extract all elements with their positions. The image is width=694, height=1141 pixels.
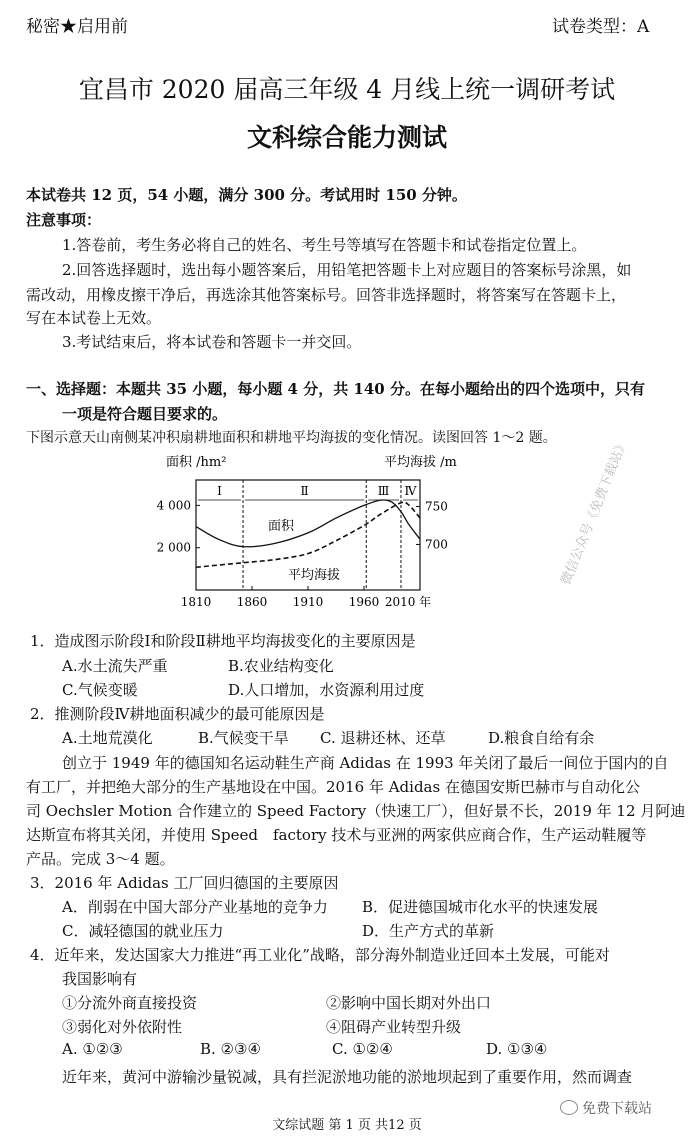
question-2-stem: 2．推测阶段Ⅳ耕地面积减少的最可能原因是 xyxy=(30,705,325,723)
area-series-label: 面积 xyxy=(268,519,295,534)
area-series-line xyxy=(196,500,420,547)
x-tick-label: 1960 xyxy=(348,595,380,609)
exam-subtitle: 文科综合能力测试 xyxy=(246,123,447,152)
note-line: 写在本试卷上无效。 xyxy=(26,309,162,327)
side-watermark: 微信公众号《免费下载站》 xyxy=(558,436,632,588)
section-heading-cont: 一项是符合题目要求的。 xyxy=(62,405,228,423)
question-3-stem: 3．2016 年 Adidas 工厂回归德国的主要原因 xyxy=(30,874,339,892)
passage-line: 有工厂，并把绝大部分的生产基地设在中国。2016 年 Adidas 在德国安斯巴赫市与自动化公 xyxy=(26,778,640,796)
stage-label: Ⅰ xyxy=(217,484,222,498)
q3-option-b[interactable]: B．促进德国城市化水平的快速发展 xyxy=(362,898,599,916)
q4-option-a[interactable]: A. ①②③ xyxy=(62,1040,123,1058)
x-tick-label: 1860 xyxy=(236,595,268,609)
corner-watermark: 免费下载站 xyxy=(560,1098,652,1118)
y-left-label: 面积 /hm² xyxy=(166,455,227,470)
y-left-tick-label: 2 000 xyxy=(156,540,191,555)
altitude-series-line xyxy=(196,502,420,567)
q2-option-b[interactable]: B.气候变干旱 xyxy=(198,729,289,747)
y-right-tick-label: 700 xyxy=(425,537,448,552)
passage-line: 司 Oechsler Motion 合作建立的 Speed Factory（快速工厂），但好景不长，2019 年 12 月阿迪 xyxy=(26,802,686,820)
y-left-tick-label: 4 000 xyxy=(156,498,191,513)
passage-line: 创立于 1949 年的德国知名运动鞋生产商 Adidas 在 1993 年关闭了最后一间位于国内的自 xyxy=(62,754,669,772)
passage-line: 达斯宣布将其关闭，并使用 Speed factory 技术与亚洲的两家供应商合作，生产运动鞋履等 xyxy=(26,826,647,844)
q3-option-c[interactable]: C．减轻德国的就业压力 xyxy=(62,922,224,940)
section-heading: 一、选择题：本题共 35 小题，每小题 4 分，共 140 分。在每小题给出的四个选项中，只有 xyxy=(26,380,645,398)
y-right-tick-label: 750 xyxy=(425,499,448,514)
q2-option-d[interactable]: D.粮食自给有余 xyxy=(488,729,595,747)
q4-statement-1: ①分流外商直接投资 xyxy=(62,994,198,1012)
note-line: 需改动，用橡皮擦干净后，再选涂其他答案标号。回答非选择题时，将答案写在答题卡上， xyxy=(26,286,627,304)
q4-option-b[interactable]: B. ②③④ xyxy=(200,1040,261,1058)
altitude-series-label: 平均海拔 xyxy=(288,568,341,583)
x-tick-label: 1810 xyxy=(180,595,212,609)
q2-option-a[interactable]: A.土地荒漠化 xyxy=(62,729,153,747)
q4-statement-2: ②影响中国长期对外出口 xyxy=(326,994,492,1012)
q3-option-d[interactable]: D．生产方式的革新 xyxy=(362,922,495,940)
note-line: 3.考试结束后，将本试卷和答题卡一并交回。 xyxy=(62,333,362,351)
paper-type-label: 试卷类型：A xyxy=(552,17,650,37)
notes-heading: 注意事项： xyxy=(26,211,102,229)
farmland-chart xyxy=(140,448,470,614)
q4-option-c[interactable]: C. ①②④ xyxy=(332,1040,393,1058)
secrecy-label: 秘密★启用前 xyxy=(26,17,128,37)
wechat-icon xyxy=(560,1100,578,1115)
q4-statement-3: ③弱化对外依附性 xyxy=(62,1018,183,1036)
q2-option-c[interactable]: C. 退耕还林、还草 xyxy=(320,729,446,747)
passage-line: 产品。完成 3～4 题。 xyxy=(26,850,175,868)
q1-option-a[interactable]: A.水土流失严重 xyxy=(62,657,168,675)
page-footer: 文综试题 第 1 页 共12 页 xyxy=(272,1118,422,1133)
q4-statement-4: ④阻碍产业转型升级 xyxy=(326,1018,462,1036)
x-tick-label: 2010 年 xyxy=(384,595,432,609)
stage-label: Ⅳ xyxy=(404,484,417,498)
q1-option-c[interactable]: C.气候变暖 xyxy=(62,681,138,699)
figure-intro: 下图示意天山南侧某冲积扇耕地面积和耕地平均海拔的变化情况。读图回答 1～2 题。 xyxy=(26,430,557,446)
y-right-label: 平均海拔 /m xyxy=(384,455,457,470)
stage-label: Ⅱ xyxy=(300,484,309,498)
question-1-stem: 1．造成图示阶段Ⅰ和阶段Ⅱ耕地平均海拔变化的主要原因是 xyxy=(30,632,416,650)
note-line: 1.答卷前，考生务必将自己的姓名、考生号等填写在答题卡和试卷指定位置上。 xyxy=(62,236,587,254)
q1-option-b[interactable]: B.农业结构变化 xyxy=(228,657,334,675)
x-tick-label: 1910 xyxy=(292,595,324,609)
q1-option-d[interactable]: D.人口增加，水资源利用过度 xyxy=(228,681,425,699)
q3-option-a[interactable]: A．削弱在中国大部分产业基地的竞争力 xyxy=(62,898,328,916)
stage-label: Ⅲ xyxy=(377,484,390,498)
question-4-stem: 4．近年来，发达国家大力推进“再工业化”战略，部分海外制造业迁回本土发展，可能对 xyxy=(30,946,610,964)
next-passage-line: 近年来，黄河中游输沙量锐减，具有拦泥淤地功能的淤地坝起到了重要作用，然而调查 xyxy=(62,1068,633,1086)
exam-title: 宜昌市 2020 届高三年级 4 月线上统一调研考试 xyxy=(78,75,616,104)
note-line: 2.回答选择题时，选出每小题答案后，用铅笔把答题卡上对应题目的答案标号涂黑，如 xyxy=(62,261,632,279)
q4-option-d[interactable]: D. ①③④ xyxy=(486,1040,548,1058)
exam-intro: 本试卷共 12 页，54 小题，满分 300 分。考试用时 150 分钟。 xyxy=(26,186,467,204)
question-4-stem-cont: 我国影响有 xyxy=(62,970,138,988)
